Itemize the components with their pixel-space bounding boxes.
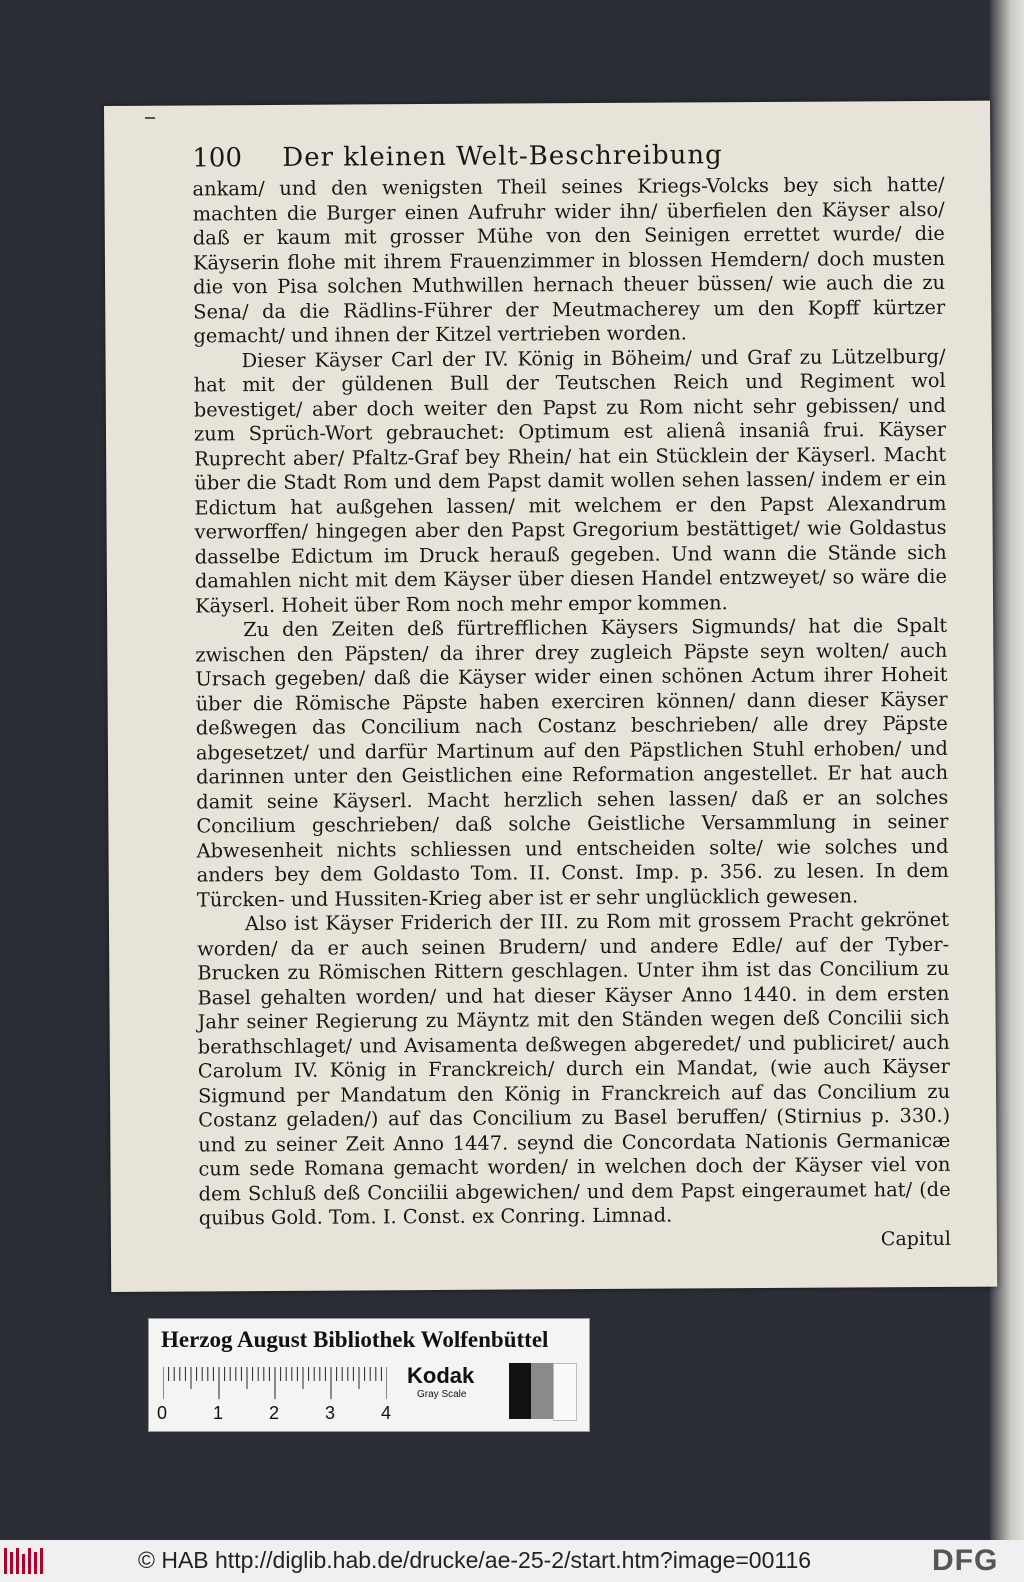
ruler-numbers [157, 1403, 397, 1425]
ruler-number: 0 [157, 1403, 168, 1423]
adjacent-page-edge [990, 0, 1024, 1540]
book-page [104, 101, 997, 1292]
ruler-icon [163, 1367, 387, 1403]
library-name: Herzog August Bibliothek Wolfenbüttel [161, 1327, 549, 1352]
swatch-gray [531, 1363, 553, 1419]
copyright-link[interactable]: © HAB http://diglib.hab.de/drucke/ae-25-2/start.htm?image=00116 [138, 1547, 812, 1573]
page-header [192, 139, 944, 178]
footer-bar [0, 1540, 1024, 1582]
gray-scale-label: Gray Scale [417, 1389, 467, 1400]
ruler-number: 4 [381, 1403, 392, 1423]
hab-logo-icon [4, 1548, 46, 1574]
paragraph: ankam/ und den wenigsten Theil seines Kriegs-Volcks bey sich hatte/ machten die Burger einen Aufruhr wider ihn/ überfielen den Käyser also/ daß er kaum mit grosser Mühe von den Seinigen errettet wurde/ die Käyserin flohe mit ihrem Frauenzimmer in blossen Hemdern/ doch musten die von Pisa solchen Muthwillen hernach theuer büssen/ wie auch die zu Sena/ da die Rädlins-Führer der Meutmacherey um den Kopff kürtzer gemacht/ und ihnen der Kitzel vertrieben worden. [192, 172, 946, 348]
dfg-logo: DFG [932, 1544, 999, 1577]
page-mark [145, 117, 155, 119]
kodak-logo: Kodak [407, 1363, 475, 1388]
swatch-black [509, 1363, 531, 1419]
running-head: Der kleinen Welt-Beschreibung [282, 140, 723, 173]
paragraph: Zu den Zeiten deß fürtrefflichen Käysers Sigmunds/ hat die Spalt zwischen den Päpsten/ da ihrer drey zugleich Päpste seyn wolten/ auch Ursach gegeben/ daß die Käyser wider einen schönen Actum ihrer Hoheit über die Römische Päpste haben exerciren können/ dann dieser Käyser deßwegen das Concilium nach Costanz beschrieben/ alle drey Päpste abgesetzet/ und darfür Martinum auf den Päpstlichen Stuhl erhoben/ und darinnen unter den Geistlichen eine Reformation angestellet. Er hat auch damit seine Käyserl. Macht herzlich sehen lassen/ daß er an solches Concilium geschrieben/ daß solche Geistliche Versammlung in seiner Abwesenheit nichts schliessen und entscheiden solte/ wie solches und anders bey dem Goldasto Tom. II. Const. Imp. p. 356. zu lesen. In dem Türcken- und Hussiten-Krieg aber ist er sehr unglücklich gewesen. [195, 613, 949, 911]
swatch-white [553, 1363, 577, 1421]
color-scale-card [148, 1318, 590, 1432]
paragraph: Dieser Käyser Carl der IV. König in Böheim/ und Graf zu Lützelburg/ hat mit der güldenen Bull der Teutschen Reich und Regiment wol bevestiget/ aber doch weiter den Papst zu Rom nicht sehr gebissen/ und zum Sprüch-Wort gebrauchet: Optimum est alienâ insaniâ frui. Käyser Ruprecht aber/ Pfaltz-Graf bey Rhein/ hat ein Stücklein der Käyserl. Macht über die Stadt Rom und dem Papst damit wollen sehen lassen/ indem er ein Edictum hat außgehen lassen/ mit welchem er den Papst Alexandrum verworffen/ hingegen aber den Papst Gregorium bestättiget/ wie Goldastus dasselbe Edictum im Druck herauß gegeben. Und wann die Stände sich damahlen nicht mit dem Käyser über diesen Handel entzweyet/ so wäre die Käyserl. Hoheit über Rom noch mehr empor kommen. [193, 344, 947, 617]
page-content [192, 139, 951, 1255]
page-number: 100 [192, 143, 243, 174]
ruler-number: 2 [269, 1403, 280, 1423]
paragraph: Also ist Käyser Friderich der III. zu Rom mit grossem Pracht gekrönet worden/ da er auch seinen Brudern/ und andere Edle/ auf der Tyber-Brucken zu Römischen Rittern geschlagen. Unter ihm ist das Concilium zu Basel gehalten worden/ und hat dieser Käyser Anno 1440. in dem ersten Jahr seiner Regierung zu Mäyntz mit den Ständen wegen deß Concilii sich berathschlaget/ und Avisamenta deßwegen abgeredet/ und publiciret/ auch Carolum IV. König in Franckreich/ durch ein Mandat, (wie auch Käyser Sigmund per Mandatum den König in Franckreich auf das Concilium zu Costanz geladen/) auf das Concilium zu Basel beruffen/ (Stirnius p. 330.) und zu seiner Zeit Anno 1447. seynd die Concordata Nationis Germanicæ cum sede Romana gemacht worden/ in welchen doch der Käyser viel von dem Schluß deß Conciilii abgewichen/ und dem Papst eingeraumet hat/ (de quibus Gold. Tom. I. Const. ex Conring. Limnad. [197, 907, 951, 1230]
ruler-number: 3 [325, 1403, 336, 1423]
ruler-number: 1 [213, 1403, 224, 1423]
body-text [192, 173, 950, 1231]
catchword: Capitul [880, 1227, 952, 1250]
